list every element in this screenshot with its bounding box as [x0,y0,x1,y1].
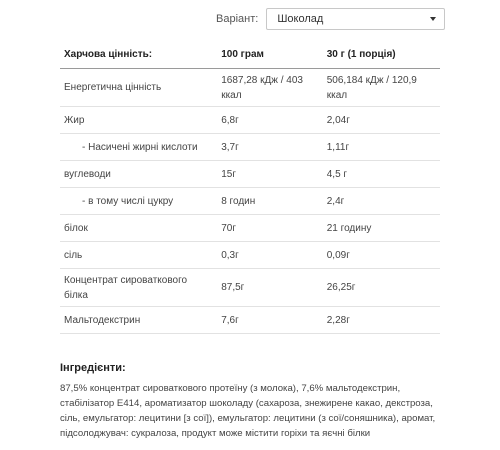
row-per-100g: 8 годин [217,188,323,215]
row-name: - Насичені жирні кислоти [60,134,217,161]
row-per-serving: 2,04г [323,107,440,134]
table-row [60,215,440,242]
row-per-100g: 3,7г [217,134,323,161]
variant-dropdown[interactable] [266,8,445,30]
row-per-serving: 2,4г [323,188,440,215]
table-row [60,107,440,134]
header-nutrition: Харчова цінність: [60,40,217,69]
row-name: білок [60,215,217,242]
row-name: Мальтодекстрин [60,307,217,334]
caret-down-icon [430,17,436,21]
row-per-serving: 506,184 кДж / 120,9 ккал [323,69,440,107]
row-per-100g: 6,8г [217,107,323,134]
row-per-100g: 7,6г [217,307,323,334]
table-row [60,242,440,269]
table-row [60,69,440,107]
variant-selected-value: Шоколад [277,13,324,25]
row-per-100g: 15г [217,161,323,188]
row-name: Концентрат сироваткового білка [60,269,217,307]
row-name: вуглеводи [60,161,217,188]
row-per-serving: 0,09г [323,242,440,269]
row-per-100g: 0,3г [217,242,323,269]
row-per-serving: 4,5 г [323,161,440,188]
table-row [60,307,440,334]
header-per-100g: 100 грам [217,40,323,69]
table-row [60,134,440,161]
row-per-100g: 70г [217,215,323,242]
table-row [60,269,440,307]
row-per-serving: 26,25г [323,269,440,307]
nutrition-table [60,40,440,334]
header-per-serving: 30 г (1 порція) [323,40,440,69]
ingredients-title: Інгредієнти: [60,362,126,374]
row-per-100g: 1687,28 кДж / 403 ккал [217,69,323,107]
row-per-100g: 87,5г [217,269,323,307]
table-row [60,188,440,215]
row-per-serving: 2,28г [323,307,440,334]
row-per-serving: 21 годину [323,215,440,242]
variant-selector-row [216,8,445,30]
ingredients-text: 87,5% концентрат сироваткового протеїну (з молока), 7,6% мальтодекстрин, стабілізатор E414, ароматизатор шоколаду (сахароза, знежирене какао, декстроза, сіль, емульгатор: лецитини [з сої]), емульгатор: лецитини (з сої/соняшника), аромат, підсолоджувач: сукралоза, продукт може містити горіхи та яєчні білки [60,383,436,439]
row-name: Жир [60,107,217,134]
row-per-serving: 1,11г [323,134,440,161]
row-name: сіль [60,242,217,269]
row-name: - в тому числі цукру [60,188,217,215]
table-row [60,161,440,188]
table-header-row [60,40,440,69]
variant-label: Варіант: [216,13,259,25]
row-name: Енергетична цінність [60,69,217,107]
